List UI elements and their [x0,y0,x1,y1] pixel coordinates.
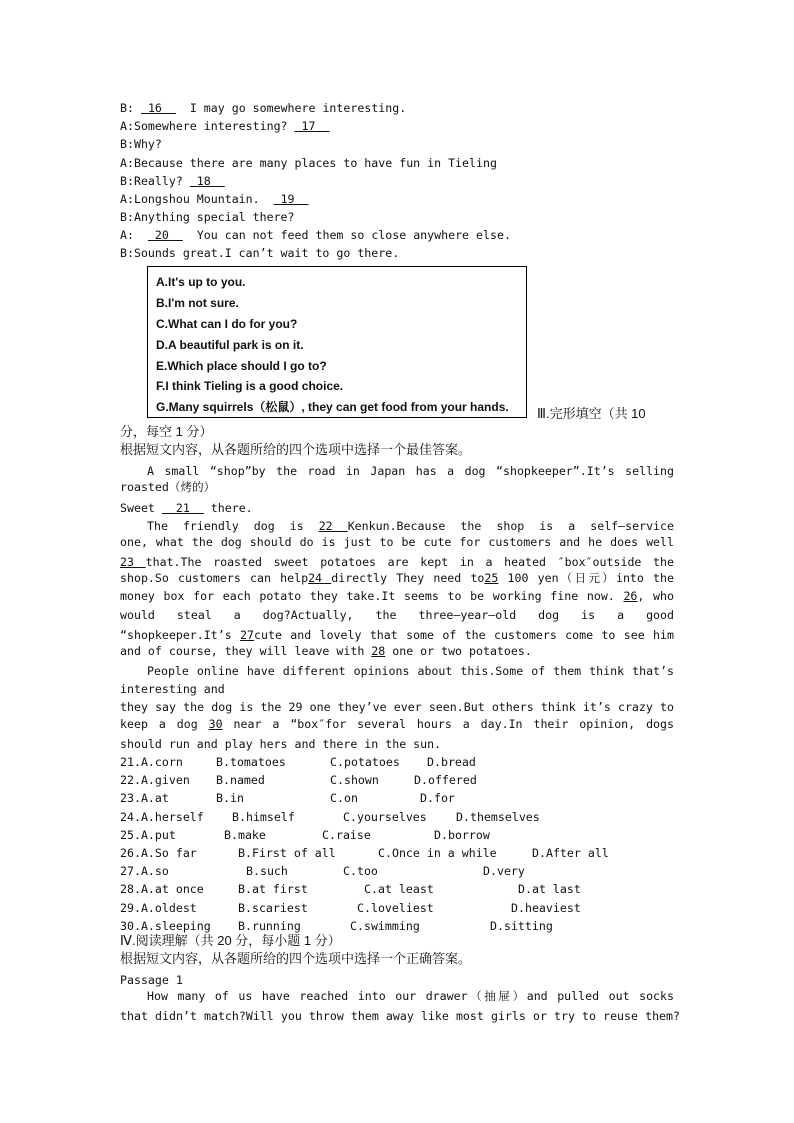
dialogue-line [120,136,162,152]
dialogue-line [120,155,497,171]
choice-option: C.on [330,791,358,806]
choice-option: C.raise [322,827,371,842]
dialogue-text: Longshou Mountain. [133,192,274,206]
choice-option: 22.A.given [120,773,190,788]
speaker-label: A: [120,228,134,242]
speaker-label: B: [120,246,134,260]
blank-16: 16 [147,101,162,115]
blank-27: 27 [240,628,255,642]
speaker-label: A: [120,119,134,133]
dialogue-line [120,227,511,243]
passage-line: shop.So customers can help24 directly They need to25 100 yen（日元）into the [120,571,674,585]
choice-option: 29.A.oldest [120,900,197,915]
blank-18: 18 [196,174,211,188]
choice-option: D.offered [414,773,477,788]
dialogue-text [134,101,141,115]
choice-option: B.at first [238,882,308,897]
dialogue-line [120,209,295,225]
passage-line: The friendly dog is 22 Kenkun.Because the shop is a self—service [147,519,674,533]
choice-option: B.himself [232,809,295,824]
passage-line: money box for each potato they take.It seems to be working fine now. 26, who [120,589,675,603]
option-a: A.It's up to you. [156,275,246,289]
passage-line: roasted（烤的） [120,480,216,494]
speaker-label: B: [120,174,134,188]
blank-28: 28 [371,644,386,658]
blank-25: 25 [484,571,499,585]
blank-24: 24 [308,571,323,585]
choice-option: C.at least [364,882,434,897]
speaker-label: A: [120,192,134,206]
passage-line: interesting and [120,682,225,696]
section3-heading: Ⅲ.完形填空（共 10 [537,406,646,421]
passage-title: Passage 1 [120,973,183,987]
dialogue-text: Really? [133,174,190,188]
option-g: G.Many squirrels（松鼠）, they can get food from your hands. [156,400,509,414]
section4-heading: Ⅳ.阅读理解（共 20 分，每小题 1 分） [120,933,341,948]
choice-option: D.borrow [434,827,490,842]
choice-option: B.running [238,918,301,933]
dialogue-text: Because there are many places to have fun in Tieling [133,156,497,170]
blank-30: 30 [208,717,223,731]
choice-option: C.Once in a while [378,846,497,860]
section4-instruction: 根据短文内容，从各题所给的四个选项中选择一个正确答案。 [120,951,472,966]
choice-option: B.make [224,827,266,842]
blank-23: 23 [120,555,134,569]
dialogue-text: Sounds great.I can’t wait to go there. [133,246,400,260]
option-d: D.A beautiful park is on it. [156,338,304,352]
choice-option: C.potatoes [330,755,400,769]
blank-20: 20 [154,228,169,242]
choice-option: D.sitting [490,918,553,933]
option-f: F.I think Tieling is a good choice. [156,379,344,393]
dialogue-line [120,118,329,134]
passage-line: A small “shop”by the road in Japan has a dog “shopkeeper”.It’s selling [147,464,674,478]
dialogue-text: I may go somewhere interesting. [175,101,407,115]
dialogue-line [120,173,225,189]
blank-26: 26 [623,589,638,603]
choice-option: D.bread [427,755,476,769]
choice-option: 24.A.herself [120,809,204,824]
choice-option: C.shown [330,773,379,788]
section3-instruction: 根据短文内容，从各题所给的四个选项中选择一个最佳答案。 [120,442,472,457]
choice-option: D.for [420,791,455,806]
choice-option: B.tomatoes [216,755,286,769]
blank-17: 17 [301,119,316,133]
dialogue-line [120,191,309,207]
option-e: E.Which place should I go to? [156,359,327,373]
choice-option: D.themselves [456,809,540,824]
passage-line: should run and play hers and there in the sun. [120,737,442,751]
option-c: C.What can I do for you? [156,317,298,331]
choice-option: C.too [343,864,378,879]
choice-option: B.such [246,864,288,879]
choice-option: 30.A.sleeping [120,918,211,933]
options-box [147,266,527,418]
dialogue-line [120,100,406,116]
blank-22: 22 [318,519,333,533]
choice-option: B.First of all [238,846,336,860]
passage-line: People online have different opinions about this.Some of them think that’s [147,664,674,678]
dialogue-text: Somewhere interesting? [133,119,295,133]
dialogue-text [134,228,148,242]
choice-option: 21.A.corn [120,755,183,769]
choice-option: B.scariest [238,900,308,915]
speaker-label: B: [120,137,134,151]
choice-option: D.heaviest [511,900,581,915]
choice-option: 23.A.at [120,791,169,806]
choice-option: C.yourselves [343,809,427,824]
choice-option: B.in [216,791,244,806]
choice-option: 25.A.put [120,827,176,842]
dialogue-text: You can not feed them so close anywhere else. [182,228,511,242]
reading-passage-line: How many of us have reached into our drawer（抽屉）and pulled out socks [147,989,674,1003]
choice-option: 27.A.so [120,864,169,879]
blank-19: 19 [280,192,295,206]
choice-option: D.at last [518,882,581,897]
blank-21: 21 [175,501,190,515]
speaker-label: B: [120,210,134,224]
passage-line: would steal a dog?Actually, the three—year—old dog is a good [120,608,674,622]
passage-line: they say the dog is the 29 one they’ve ever seen.But others think it’s crazy to [120,700,674,714]
passage-line: 23 that.The roasted sweet potatoes are kept in a heated ″box″outside the [120,555,674,569]
dialogue-text: Anything special there? [133,210,295,224]
speaker-label: B: [120,101,134,115]
choice-option: D.very [483,864,525,879]
choice-option: D.After all [532,846,609,860]
dialogue-text: Why? [133,137,162,151]
reading-passage-line: that didn’t match?Will you throw them away like most girls or try to reuse them? [120,1009,680,1023]
passage-line: one, what the dog should do is just to be cute for customers and he does well [120,535,674,549]
passage-line: and of course, they will leave with 28 one or two potatoes. [120,644,532,658]
dialogue-line [120,245,399,261]
speaker-label: A: [120,156,134,170]
choice-option: C.loveliest [357,900,434,915]
option-b: B.I'm not sure. [156,296,239,310]
passage-line: Sweet 21 there. [120,501,253,515]
choice-option: 26.A.So far [120,846,197,860]
choice-option: B.named [216,773,265,788]
section3-heading-cont: 分，每空 1 分） [120,424,213,439]
passage-line: “shopkeeper.It’s 27cute and lovely that some of the customers come to see him [120,628,674,642]
choice-option: C.swimming [350,918,420,933]
passage-line: keep a dog 30 near a “box″for several hours a day.In their opinion, dogs [120,717,675,731]
choice-option: 28.A.at once [120,882,204,897]
